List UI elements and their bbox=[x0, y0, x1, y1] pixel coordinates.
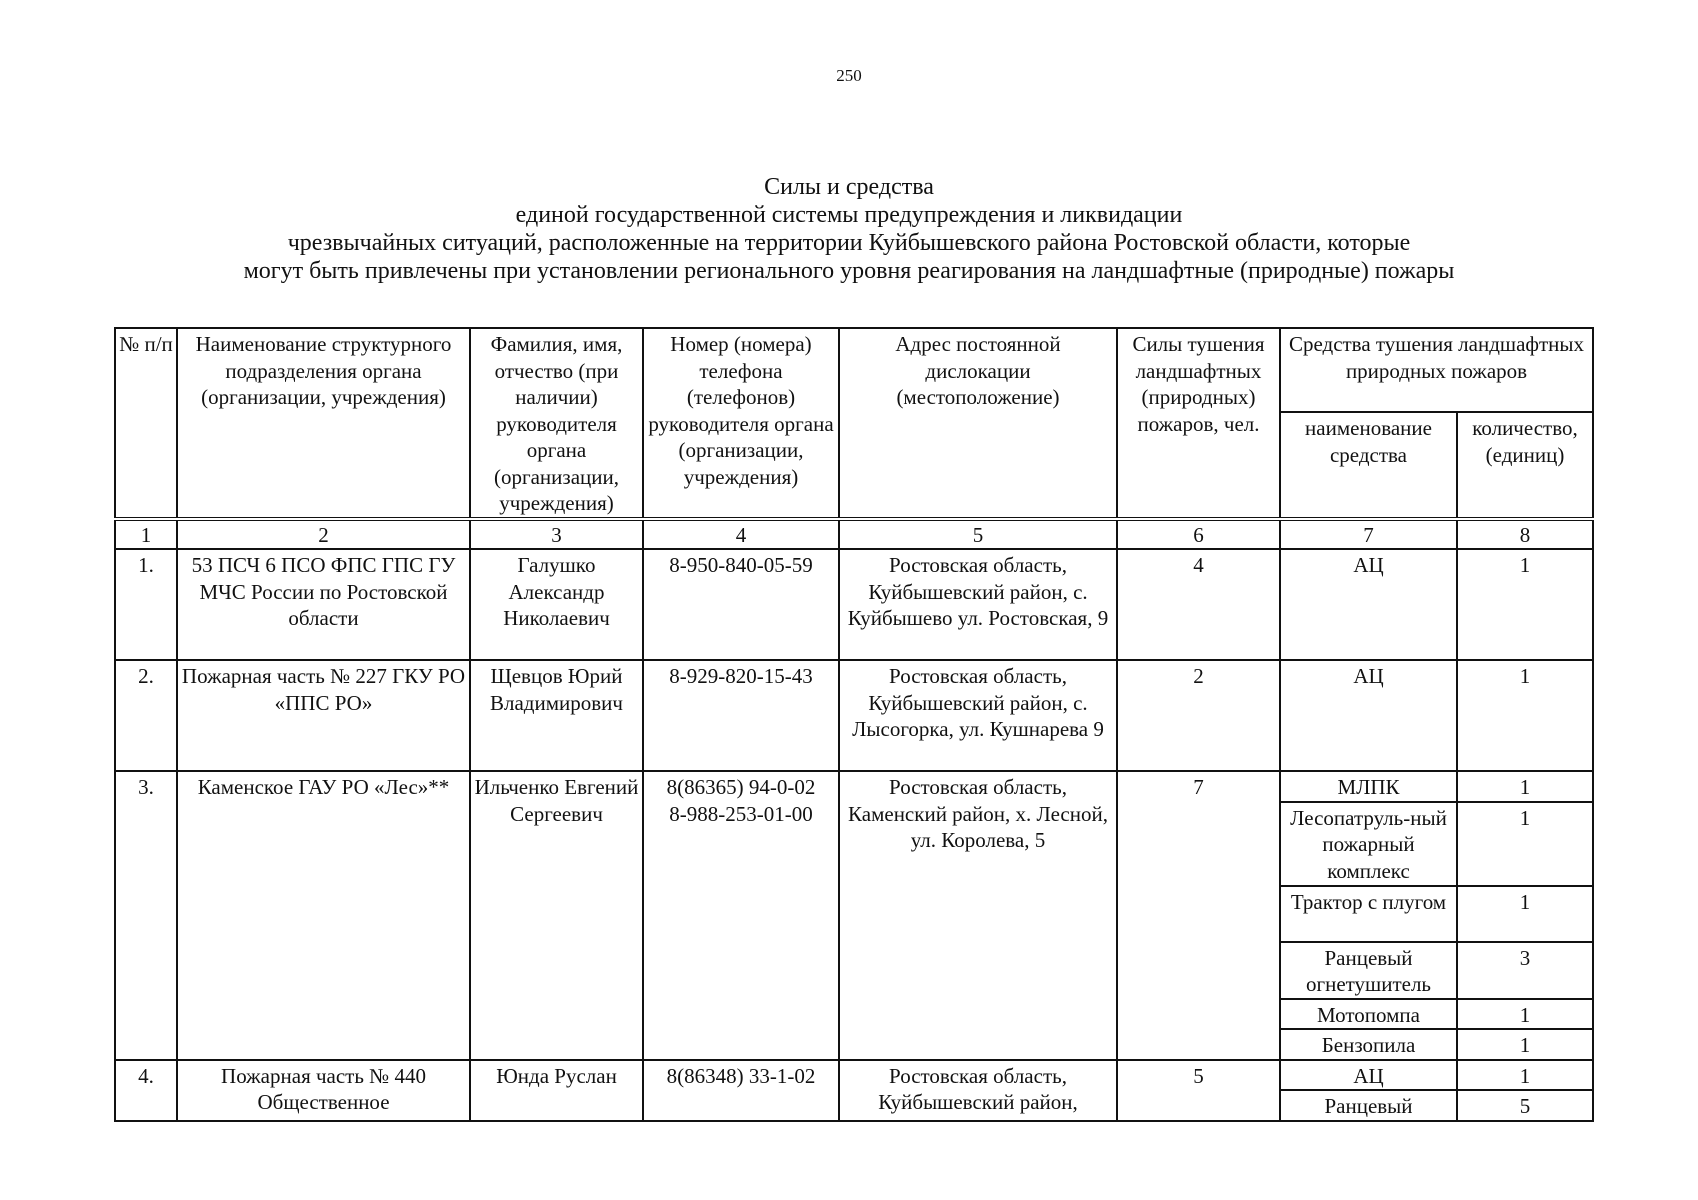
table-row bbox=[115, 1060, 1593, 1091]
table-row bbox=[115, 771, 1593, 802]
row-address: Ростовская область, Куйбышевский район, с. Лысогорка, ул. Кушнарева 9 bbox=[839, 660, 1117, 771]
header-means-name: наименование средства bbox=[1280, 412, 1457, 519]
row-phone: 8-950-840-05-59 bbox=[643, 549, 839, 660]
row-phone: 8-929-820-15-43 bbox=[643, 660, 839, 771]
row-means-qty: 1 bbox=[1457, 886, 1593, 942]
row-address: Ростовская область, Куйбышевский район, bbox=[839, 1060, 1117, 1121]
row-org: 53 ПСЧ 6 ПСО ФПС ГПС ГУ МЧС России по Ростовской области bbox=[177, 549, 470, 660]
column-number: 7 bbox=[1280, 519, 1457, 549]
row-head: Щевцов Юрий Владимирович bbox=[470, 660, 643, 771]
row-forces: 7 bbox=[1117, 771, 1280, 1060]
header-phone: Номер (номера) телефона (телефонов) руководителя органа (организации, учреждения) bbox=[643, 328, 839, 519]
row-means-qty: 1 bbox=[1457, 999, 1593, 1030]
table-row bbox=[115, 660, 1593, 771]
column-number: 3 bbox=[470, 519, 643, 549]
title-line-3: чрезвычайных ситуаций, расположенные на территории Куйбышевского района Ростовской области, которые bbox=[287, 230, 1411, 256]
row-head: Ильченко Евгений Сергеевич bbox=[470, 771, 643, 1060]
header-address: Адрес постоянной дислокации (местоположение) bbox=[839, 328, 1117, 519]
page-number: 250 bbox=[836, 66, 862, 85]
title-line-2: единой государственной системы предупреждения и ликвидации bbox=[515, 202, 1183, 228]
row-means-qty: 5 bbox=[1457, 1090, 1593, 1121]
row-means-name: Мотопомпа bbox=[1280, 999, 1457, 1030]
row-org: Пожарная часть № 227 ГКУ РО «ППС РО» bbox=[177, 660, 470, 771]
row-org: Каменское ГАУ РО «Лес»** bbox=[177, 771, 470, 1060]
row-means-qty: 1 bbox=[1457, 1060, 1593, 1091]
row-means-name: АЦ bbox=[1280, 549, 1457, 660]
row-address: Ростовская область, Каменский район, х. Лесной, ул. Королева, 5 bbox=[839, 771, 1117, 1060]
row-forces: 2 bbox=[1117, 660, 1280, 771]
row-means-name: АЦ bbox=[1280, 660, 1457, 771]
row-head: Галушко Александр Николаевич bbox=[470, 549, 643, 660]
column-number: 6 bbox=[1117, 519, 1280, 549]
document-title bbox=[0, 173, 1698, 285]
forces-table bbox=[114, 327, 1594, 1122]
row-means-qty: 1 bbox=[1457, 660, 1593, 771]
row-means-qty: 1 bbox=[1457, 549, 1593, 660]
row-means-name: Ранцевый bbox=[1280, 1090, 1457, 1121]
row-num: 4. bbox=[115, 1060, 177, 1121]
header-num: № п/п bbox=[115, 328, 177, 519]
row-num: 1. bbox=[115, 549, 177, 660]
row-address: Ростовская область, Куйбышевский район, с. Куйбышево ул. Ростовская, 9 bbox=[839, 549, 1117, 660]
row-forces: 4 bbox=[1117, 549, 1280, 660]
row-means-name: МЛПК bbox=[1280, 771, 1457, 802]
row-means-name: Лесопатруль-ный пожарный комплекс bbox=[1280, 802, 1457, 886]
row-forces: 5 bbox=[1117, 1060, 1280, 1121]
column-number: 1 bbox=[115, 519, 177, 549]
row-means-qty: 1 bbox=[1457, 802, 1593, 886]
header-head: Фамилия, имя, отчество (при наличии) руководителя органа (организации, учреждения) bbox=[470, 328, 643, 519]
column-number: 4 bbox=[643, 519, 839, 549]
row-org: Пожарная часть № 440 Общественное bbox=[177, 1060, 470, 1121]
header-org: Наименование структурного подразделения органа (организации, учреждения) bbox=[177, 328, 470, 519]
row-means-name: Ранцевый огнетушитель bbox=[1280, 942, 1457, 999]
row-num: 2. bbox=[115, 660, 177, 771]
row-means-name: Бензопила bbox=[1280, 1029, 1457, 1060]
title-line-4: могут быть привлечены при установлении регионального уровня реагирования на ландшафтные (природные) пожары bbox=[243, 258, 1455, 284]
row-means-qty: 1 bbox=[1457, 771, 1593, 802]
column-number: 8 bbox=[1457, 519, 1593, 549]
table-row bbox=[115, 549, 1593, 660]
row-phone bbox=[643, 771, 839, 1060]
column-number: 5 bbox=[839, 519, 1117, 549]
row-means-qty: 3 bbox=[1457, 942, 1593, 999]
row-means-name: Трактор с плугом bbox=[1280, 886, 1457, 942]
header-means-qty: количество, (единиц) bbox=[1457, 412, 1593, 519]
column-number: 2 bbox=[177, 519, 470, 549]
row-phone-line: 8-988-253-01-00 bbox=[669, 801, 813, 826]
row-head: Юнда Руслан bbox=[470, 1060, 643, 1121]
header-means: Средства тушения ландшафтных природных пожаров bbox=[1280, 328, 1593, 412]
row-means-name: АЦ bbox=[1280, 1060, 1457, 1091]
column-numbers-row bbox=[115, 519, 1593, 549]
header-forces: Силы тушения ландшафтных (природных) пожаров, чел. bbox=[1117, 328, 1280, 519]
title-line-1: Силы и средства bbox=[764, 174, 934, 200]
row-means-qty: 1 bbox=[1457, 1029, 1593, 1060]
row-phone: 8(86348) 33-1-02 bbox=[643, 1060, 839, 1121]
row-num: 3. bbox=[115, 771, 177, 1060]
row-phone-line: 8(86365) 94-0-02 bbox=[666, 775, 816, 799]
